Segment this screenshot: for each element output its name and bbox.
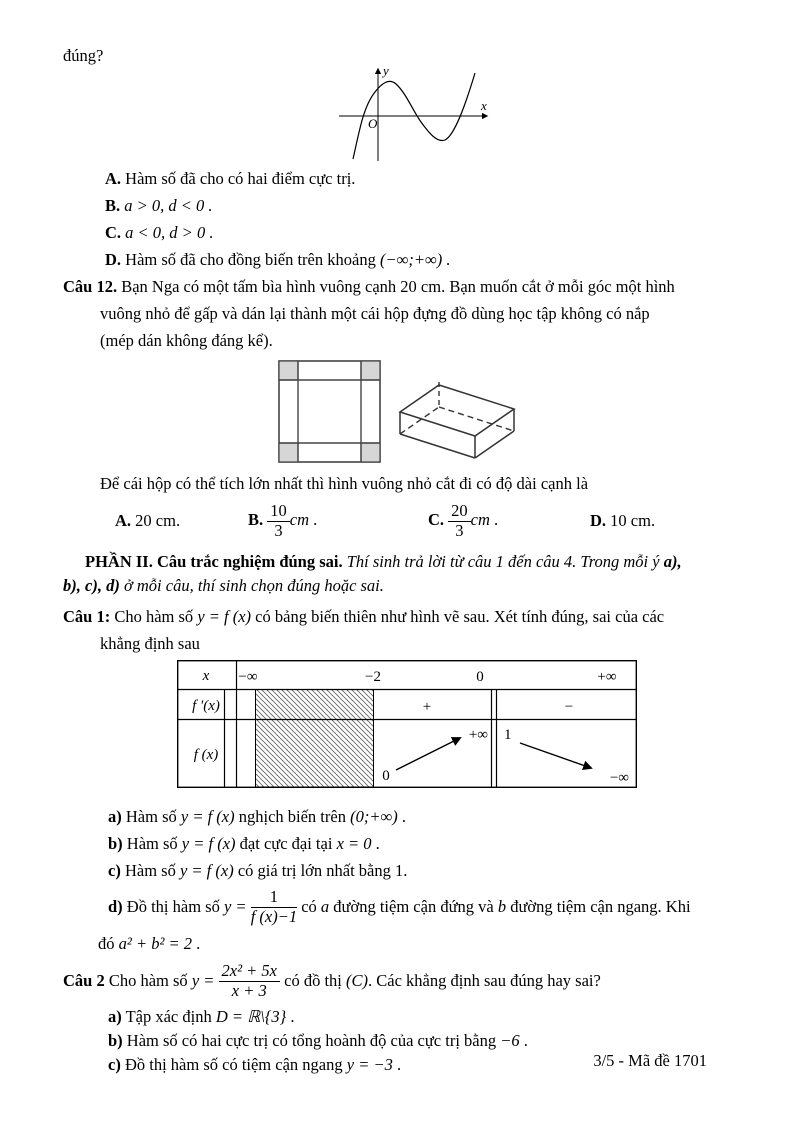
sign-minus: − [564,699,574,715]
q12-options [63,497,736,545]
row-head-f: f (x) [193,747,219,763]
q12-question: Để cái hộp có thể tích lớn nhất thì hình vuông nhỏ cắt đi có độ dài cạnh là [100,474,589,493]
fraction: $\frac{20}{3}$ [448,502,471,540]
q12-line1: Câu 12. Bạn Nga có một tấm bìa hình vuông cạnh 20 cm. Bạn muốn cắt ở mỗi góc một hình [63,277,675,296]
box-edge [400,434,475,458]
option-label: C. [105,223,122,242]
origin-label: O [368,116,378,131]
q1-statement-d-line2: đó a² + b² = 2 . [98,934,201,953]
option-d: D. Hàm số đã cho đồng biến trên khoảng (−∞;+∞) . [105,250,451,269]
open-box-figure [395,376,519,462]
q11-options [63,165,736,273]
q1-intro-line2: khẳng định sau [100,634,200,653]
q1-label: Câu 1: [63,607,111,626]
corner-cut-bottom-left [279,443,298,462]
function-graph-figure [337,63,736,163]
corner-cut-top-left [279,361,298,380]
limit-peak: +∞ [468,727,488,743]
q11-intro: đúng? [63,46,104,65]
undefined-region-hatch [256,690,374,788]
q12-figures [278,360,736,464]
option-label: A. [105,169,122,188]
value-at-zero: 1 [504,727,512,743]
box-edge [475,431,514,458]
option-label: B. [105,196,121,215]
sign-plus: + [422,699,432,715]
option-c: C. a < 0, d > 0 . [105,223,214,242]
q2-label: Câu 2 [63,971,105,990]
corner-cut-top-right [361,361,380,380]
y-axis-label: y [383,63,389,78]
q1-statement-c: c) Hàm số y = f (x) có giá trị lớn nhất bằng 1. [108,861,408,880]
variation-table [177,660,637,788]
q2-statement-a: a) Tập xác định D = ℝ\{3} . [108,1007,295,1026]
fraction: $\frac{10}{3}$ [267,502,290,540]
x-value: −2 [365,669,381,685]
x-value: 0 [476,669,484,685]
x-axis-label: x [481,98,487,113]
x-value: +∞ [597,669,617,685]
part2-header [63,550,736,598]
increasing-arrow [396,738,460,770]
page-footer: 3/5 - Mã đề 1701 [593,1051,707,1070]
option-b: B. a > 0, d < 0 . [105,196,213,215]
q2-statement-b: b) Hàm số có hai cực trị có tổng hoành độ của cực trị bằng −6 . [108,1031,528,1050]
q12-line3: (mép dán không đáng kể). [100,331,273,350]
row-head-fprime: f ′(x) [192,698,220,714]
corner-cut-bottom-right [361,443,380,462]
q12-label: Câu 12. [63,277,118,296]
q1-statement-a: a) Hàm số y = f (x) nghịch biến trên (0;+∞) . [108,807,406,826]
fraction: $\frac{\text{2x² + 5x}}{x + 3}$ [219,962,280,1000]
question-12 [63,273,736,545]
box-top-face [400,385,514,436]
q2-intro: Câu 2 Cho hàm số y = $\frac{\text{2x² + 5x}}{x + 3}$ có đồ thị (C) . Các khẳng định sau đúng hay sai? [63,961,601,1000]
cubic-graph [337,63,493,163]
option-a: A. 20 cm. [115,511,181,530]
q2-statement-c: c) Đồ thị hàm số có tiệm cận ngang y = −3 . [108,1055,402,1074]
option-label: D. [105,250,122,269]
fraction: $\frac{1}{f (x)-1}$ [250,887,298,926]
option-a: A. Hàm số đã cho có hai điểm cực trị. [105,169,356,188]
part2-line2: b), c), d) ở mỗi câu, thí sinh chọn đúng hoặc sai. [63,576,384,595]
option-b: B. $\frac{10}{3}$ cm . [248,501,318,540]
q12-line2: vuông nhỏ để gấp và dán lại thành một cái hộp đựng đồ dùng học tập không có nắp [100,304,650,323]
q1-statement-d: d) Đồ thị hàm số y = $\frac{1}{f (x)-1}$ có a đường tiệm cận đứng và b đường tiệm cận ngang. Khi [108,887,691,926]
limit-end: −∞ [609,770,629,786]
q1-statement-b: b) Hàm số y = f (x) đạt cực đại tại x = 0 . [108,834,380,853]
row-head-x: x [202,668,210,684]
q1-intro: Câu 1: Cho hàm số y = f (x) có bảng biến thiên như hình vẽ sau. Xét tính đúng, sai của các [63,607,665,626]
x-value: −∞ [238,669,258,685]
part2-line1: PHẦN II. Câu trắc nghiệm đúng sai. Thí sinh trả lời từ câu 1 đến câu 4. Trong mỗi ý a), [85,552,682,571]
square-sheet-figure [278,360,381,463]
option-d: D. 10 cm. [590,511,656,530]
decreasing-arrow [520,743,591,768]
variation-table-figure [177,660,736,793]
question-1 [63,603,736,957]
option-c: C. $\frac{20}{3}$ cm . [428,501,499,540]
limit-start: 0 [382,768,390,784]
